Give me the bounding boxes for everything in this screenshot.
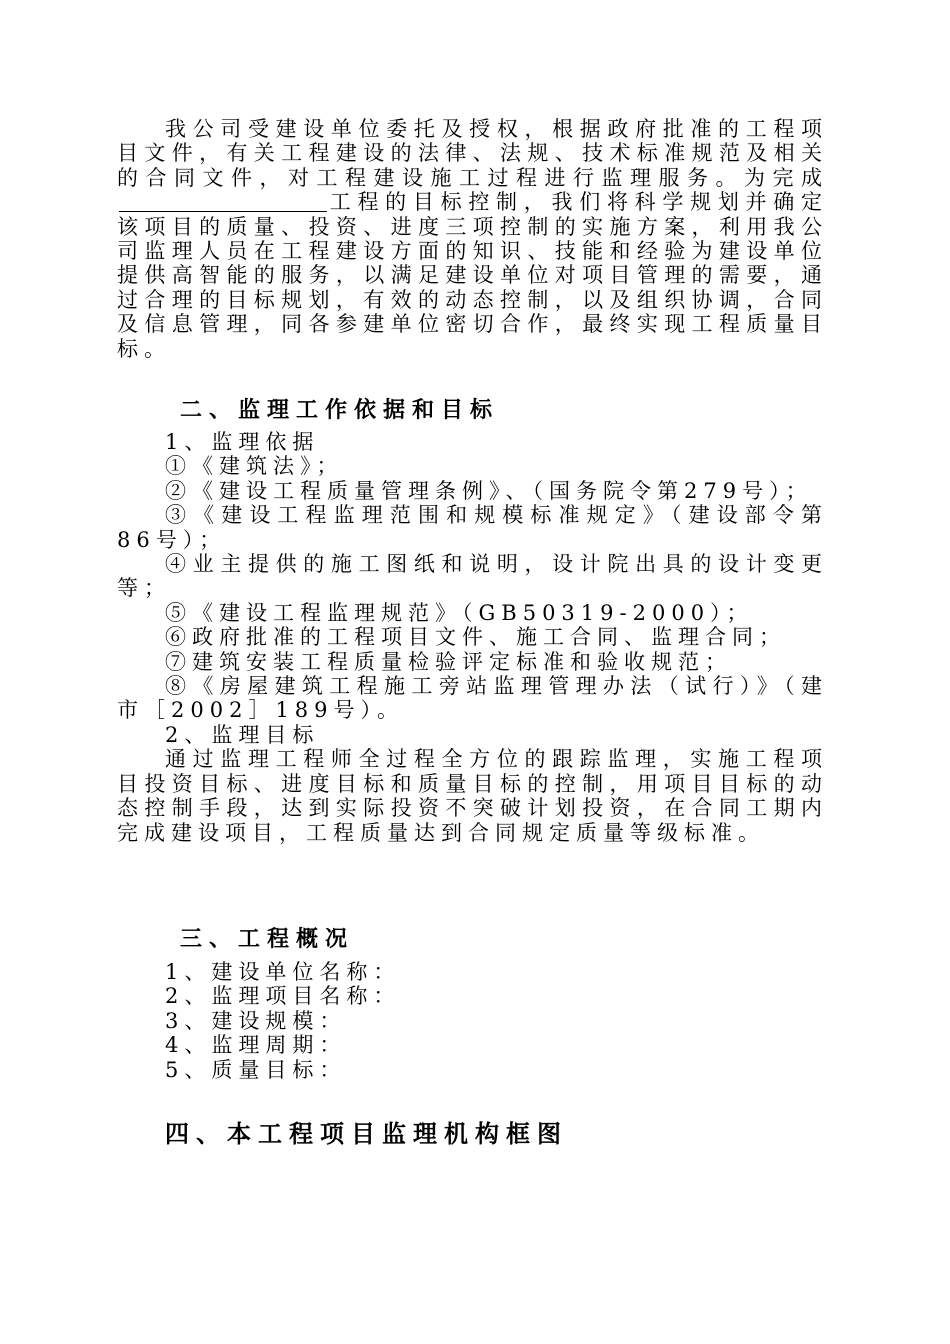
overview-item: 2、监理项目名称： (165, 984, 401, 1009)
intro-text-after: 工程的目标控制，我们将科学规划并确定该项目的质量、投资、进度三项控制的实施方案，利用我公司监理人员在工程建设方面的知识、技能和经验为建设单位提供高智能的服务，以满足建设单位对项目管理的需要，通过合理的目标规划，有效的动态控制，以及组织协调，合同及信息管理，同各参建单位密切合作，最终实现工程质量目标。 (117, 190, 828, 361)
basis-title: 1、监理依据 (165, 430, 320, 454)
section-3-heading: 三、工程概况 (180, 927, 355, 952)
basis-item: ⑥政府批准的工程项目文件、施工合同、监理合同； (165, 625, 786, 650)
overview-item: 1、建设单位名称： (165, 960, 401, 984)
overview-list (117, 960, 828, 1082)
project-name-blank (119, 193, 327, 212)
basis-item: ⑧《房屋建筑工程施工旁站监理管理办法（试行）》（建市［2002］189号）。 (117, 674, 828, 723)
goal-title: 2、监理目标 (165, 722, 320, 747)
basis-item: ④业主提供的施工图纸和说明，设计院出具的设计变更等； (117, 552, 828, 601)
intro-text-before: 我公司受建设单位委托及授权，根据政府批准的工程项目文件，有关工程建设的法律、法规、技术标准规范及相关的合同文件，对工程建设施工过程进行监理服务。为完成 (117, 117, 828, 190)
basis-item: ⑦建筑安装工程质量检验评定标准和验收规范； (165, 649, 732, 674)
overview-item: 3、建设规模： (165, 1008, 347, 1033)
basis-item: ⑤《建设工程监理规范》（GB50319-2000）； (165, 600, 754, 625)
intro-paragraph (117, 117, 828, 361)
section-2-heading: 二、监理工作依据和目标 (180, 398, 500, 423)
basis-list (117, 430, 828, 845)
basis-item: ②《建设工程质量管理条例》、（国务院令第279号）； (165, 478, 813, 503)
basis-item: ③《建设工程监理范围和规模标准规定》（建设部令第86号）； (117, 503, 828, 552)
basis-item: ①《建筑法》； (165, 454, 344, 479)
section-4-heading: 四、本工程项目监理机构框图 (165, 1120, 568, 1148)
overview-item: 5、质量目标： (165, 1057, 347, 1082)
goal-paragraph: 通过监理工程师全过程全方位的跟踪监理，实施工程项目投资目标、进度目标和质量目标的控制，用项目目标的动态控制手段，达到实际投资不突破计划投资，在合同工期内完成建设项目，工程质量达到合同规定质量等级标准。 (117, 747, 828, 845)
overview-item: 4、监理周期： (165, 1033, 347, 1058)
